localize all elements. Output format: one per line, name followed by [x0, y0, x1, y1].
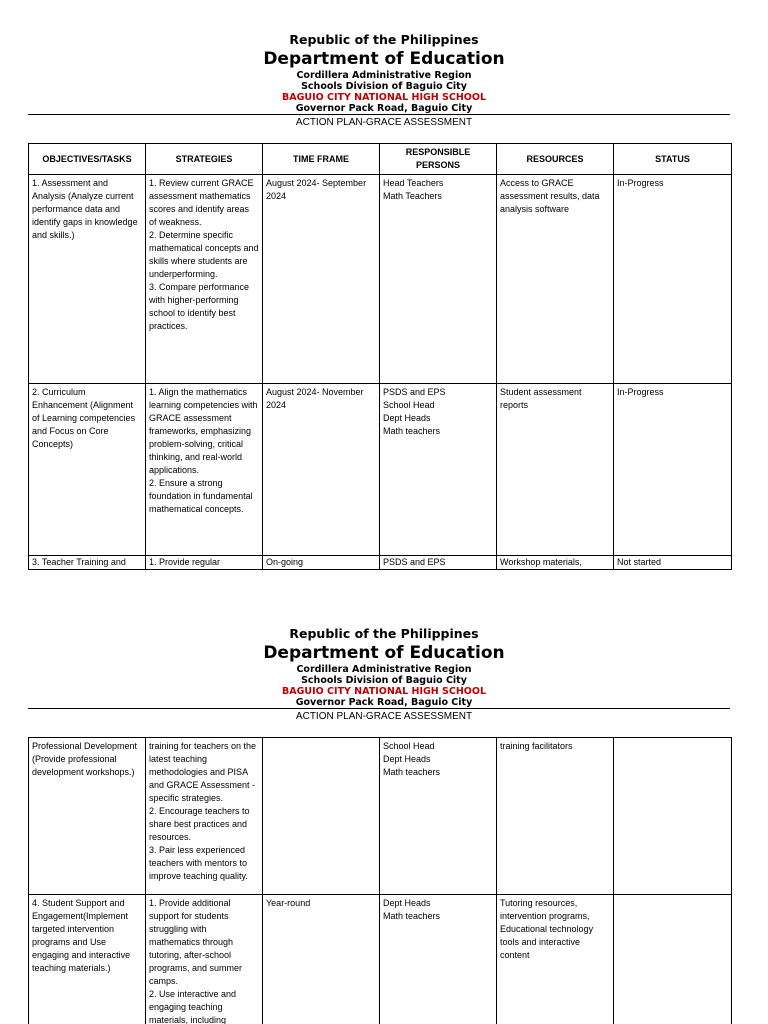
- region-line: Cordillera Administrative Region: [296, 70, 472, 81]
- timeframe-cell: [263, 738, 380, 895]
- page-2: [0, 594, 768, 1024]
- status-cell: [614, 738, 732, 895]
- persons-cell: PSDS and EPS School Head Dept Heads Math teachers: [380, 384, 497, 556]
- table-row: [29, 175, 732, 384]
- action-plan-table: [28, 143, 732, 570]
- persons-cell: School Head Dept Heads Math teachers: [380, 738, 497, 895]
- division-line: Schools Division of Baguio City: [301, 81, 467, 92]
- strategies-cell: 1. Provide additional support for students struggling with mathematics through tutoring, after-school programs, and summer camps. 2. Use interactive and engaging teaching materials, including: [146, 895, 263, 1024]
- column-header: RESOURCES: [497, 144, 614, 175]
- objective-cell: 1. Assessment and Analysis (Analyze current performance data and identify gaps in knowledge and skills.): [29, 175, 146, 384]
- status-cell: [614, 895, 732, 1024]
- table-header-row: [29, 144, 732, 175]
- strategies-cell: training for teachers on the latest teaching methodologies and PISA and GRACE Assessment -specific strategies. 2. Encourage teachers to share best practices and resources. 3. Pair less experienced teachers with mentors to improve teaching quality.: [146, 738, 263, 895]
- column-header: OBJECTIVES/TASKS: [29, 144, 146, 175]
- strategies-cell: 1. Review current GRACE assessment mathematics scores and identify areas of weakness. 2. Determine specific mathematical concepts and skills where students are underperforming. 3. Compare performance with higher-performing school to identify best practices.: [146, 175, 263, 384]
- school-line: BAGUIO CITY NATIONAL HIGH SCHOOL: [281, 686, 487, 697]
- republic-line: Republic of the Philippines: [289, 626, 479, 641]
- column-header: STATUS: [614, 144, 732, 175]
- resources-cell: Student assessment reports: [497, 384, 614, 556]
- persons-cell: Dept Heads Math teachers: [380, 895, 497, 1024]
- republic-line: Republic of the Philippines: [289, 32, 479, 47]
- resources-cell: training facilitators: [497, 738, 614, 895]
- objective-cell: 2. Curriculum Enhancement (Alignment of Learning competencies and Focus on Core Concepts): [29, 384, 146, 556]
- timeframe-cell: On-going: [263, 556, 380, 570]
- strategies-cell: 1. Align the mathematics learning competencies with GRACE assessment frameworks, emphasizing problem-solving, critical thinking, and real-world applications. 2. Ensure a strong foundation in fundamental mathematical concepts.: [146, 384, 263, 556]
- address-line: Governor Pack Road, Baguio City: [295, 697, 473, 708]
- table-row: [29, 384, 732, 556]
- column-header: TIME FRAME: [263, 144, 380, 175]
- school-line: BAGUIO CITY NATIONAL HIGH SCHOOL: [281, 92, 487, 103]
- letterhead: [0, 626, 768, 708]
- status-cell: Not started: [614, 556, 732, 570]
- strategies-cell: 1. Provide regular: [146, 556, 263, 570]
- division-line: Schools Division of Baguio City: [301, 675, 467, 686]
- table-row: [29, 556, 732, 570]
- objective-cell: 3. Teacher Training and: [29, 556, 146, 570]
- persons-cell: Head Teachers Math Teachers: [380, 175, 497, 384]
- address-line: Governor Pack Road, Baguio City: [295, 103, 473, 114]
- header-rule: [28, 708, 730, 709]
- department-line: Department of Education: [263, 49, 505, 69]
- plan-title: ACTION PLAN-GRACE ASSESSMENT: [295, 711, 473, 722]
- timeframe-cell: August 2024- September 2024: [263, 175, 380, 384]
- timeframe-cell: August 2024- November 2024: [263, 384, 380, 556]
- table-row: [29, 738, 732, 895]
- persons-cell: PSDS and EPS: [380, 556, 497, 570]
- objective-cell: 4. Student Support and Engagement(Implement targeted intervention programs and Use engaging and interactive teaching materials.): [29, 895, 146, 1024]
- objective-cell: Professional Development (Provide professional development workshops.): [29, 738, 146, 895]
- header-rule: [28, 114, 730, 115]
- resources-cell: Workshop materials,: [497, 556, 614, 570]
- action-plan-table-continued: [28, 737, 732, 1024]
- plan-title: ACTION PLAN-GRACE ASSESSMENT: [295, 117, 473, 128]
- region-line: Cordillera Administrative Region: [296, 664, 472, 675]
- department-line: Department of Education: [263, 643, 505, 663]
- status-cell: In-Progress: [614, 175, 732, 384]
- resources-cell: Access to GRACE assessment results, data analysis software: [497, 175, 614, 384]
- timeframe-cell: Year-round: [263, 895, 380, 1024]
- resources-cell: Tutoring resources, intervention programs, Educational technology tools and interactive content: [497, 895, 614, 1024]
- column-header: STRATEGIES: [146, 144, 263, 175]
- letterhead: [0, 32, 768, 114]
- table-row: [29, 895, 732, 1024]
- status-cell: In-Progress: [614, 384, 732, 556]
- column-header: RESPONSIBLE PERSONS: [380, 144, 497, 175]
